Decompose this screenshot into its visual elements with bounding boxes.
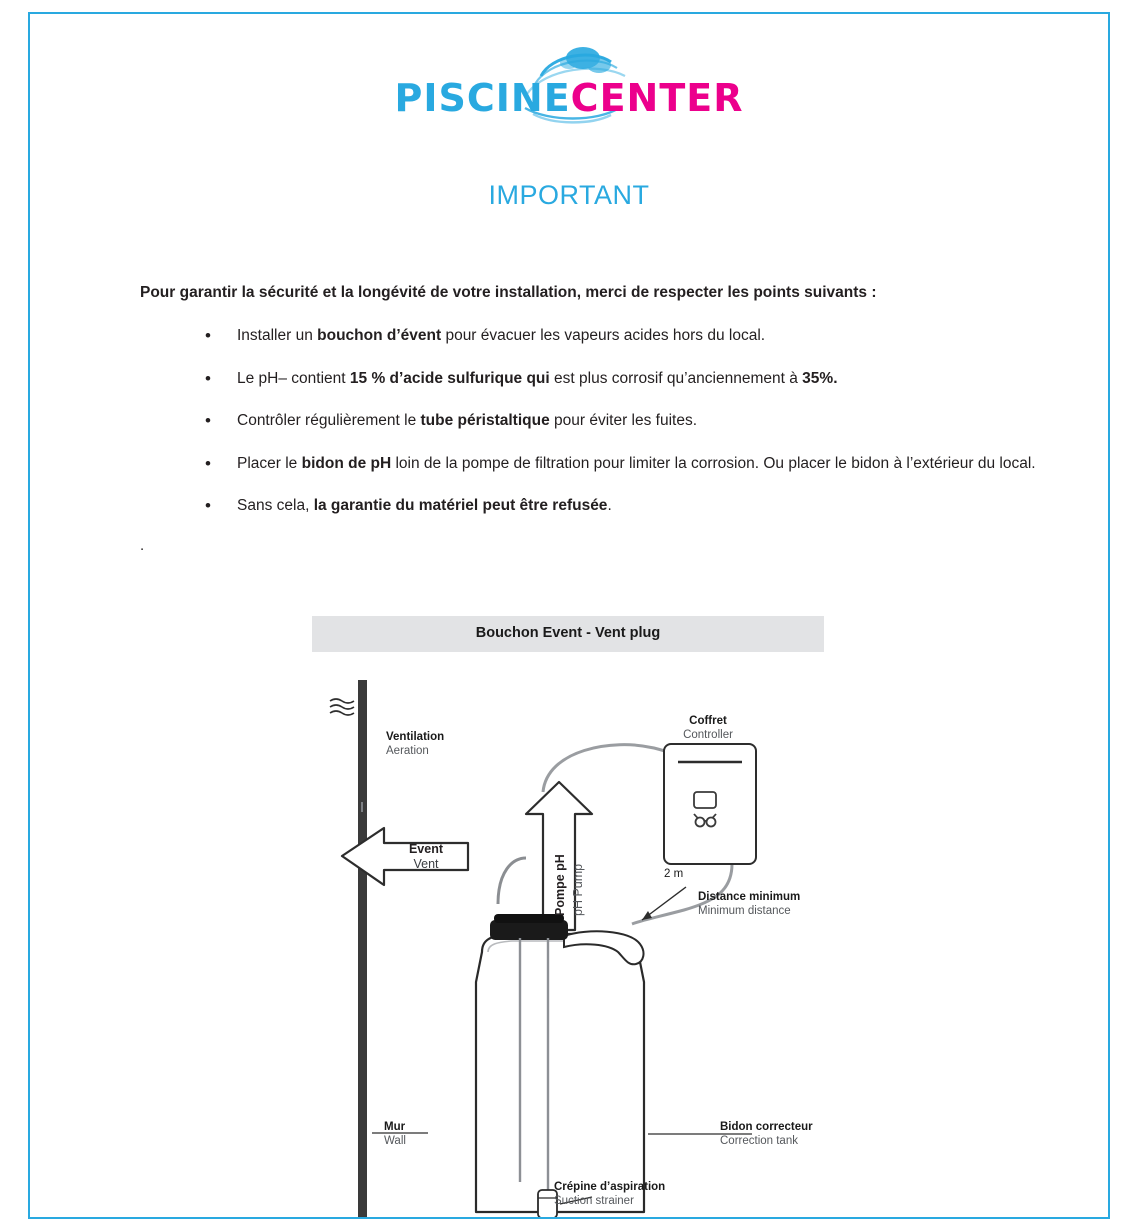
- label-ventilation: Ventilation Aeration: [386, 731, 445, 758]
- diagram-header: [312, 616, 824, 652]
- document-page: [28, 12, 1110, 1219]
- requirements-list: [30, 325, 1108, 517]
- list-item: [205, 453, 1038, 475]
- label-wall: Mur Wall: [384, 1121, 406, 1148]
- intro-paragraph: Pour garantir la sécurité et la longévité de votre installation, merci de respecter les points suivants :: [140, 284, 877, 301]
- list-item: [205, 410, 1038, 432]
- page-title: IMPORTANT: [488, 180, 650, 210]
- bullet-text-4: Sans cela, la garantie du matériel peut être refusée.: [237, 497, 612, 515]
- label-suction-strainer: Crépine d’aspiration Suction strainer: [554, 1181, 666, 1208]
- bullet-text-0: Installer un bouchon d’évent pour évacuer les vapeurs acides hors du local.: [237, 327, 766, 345]
- label-minimum-distance: Distance minimum Minimum distance: [698, 891, 801, 918]
- correction-tank: [476, 914, 644, 1218]
- brand-logo: [30, 36, 1108, 128]
- controller-box: [664, 744, 756, 864]
- diagram-header-text: Bouchon Event - Vent plug: [475, 625, 661, 641]
- diagram-body: [312, 652, 824, 1219]
- label-distance-value: 2 m: [664, 868, 684, 880]
- brand-name-center: CENTER: [570, 76, 744, 120]
- bullet-text-1: Le pH– contient 15 % d’acide sulfurique qui est plus corrosif qu’anciennement à 35%.: [237, 369, 838, 387]
- installation-diagram: [312, 616, 824, 1219]
- label-vent-arrow: Event Vent: [408, 842, 444, 871]
- bullet-text-3: Placer le bidon de pH loin de la pompe de filtration pour limiter la corrosion. Ou placer le bidon à l’extérieur du local.: [237, 454, 1036, 472]
- label-ph-pump-en: pH Pump: [571, 863, 585, 916]
- trailing-dot: .: [140, 537, 145, 555]
- label-controller: Coffret Controller: [683, 715, 733, 742]
- list-item: [205, 368, 1038, 390]
- list-item: [205, 325, 1038, 347]
- wall-shape: [358, 680, 367, 1219]
- bullet-text-2: Contrôler régulièrement le tube péristaltique pour éviter les fuites.: [237, 412, 698, 430]
- list-item: [205, 495, 1038, 517]
- brand-wordmark: [395, 76, 744, 120]
- brand-name-piscine: PISCINE: [394, 76, 571, 120]
- label-ph-pump: Pompe pH: [553, 854, 567, 916]
- label-correction-tank: Bidon correcteur Correction tank: [720, 1121, 813, 1148]
